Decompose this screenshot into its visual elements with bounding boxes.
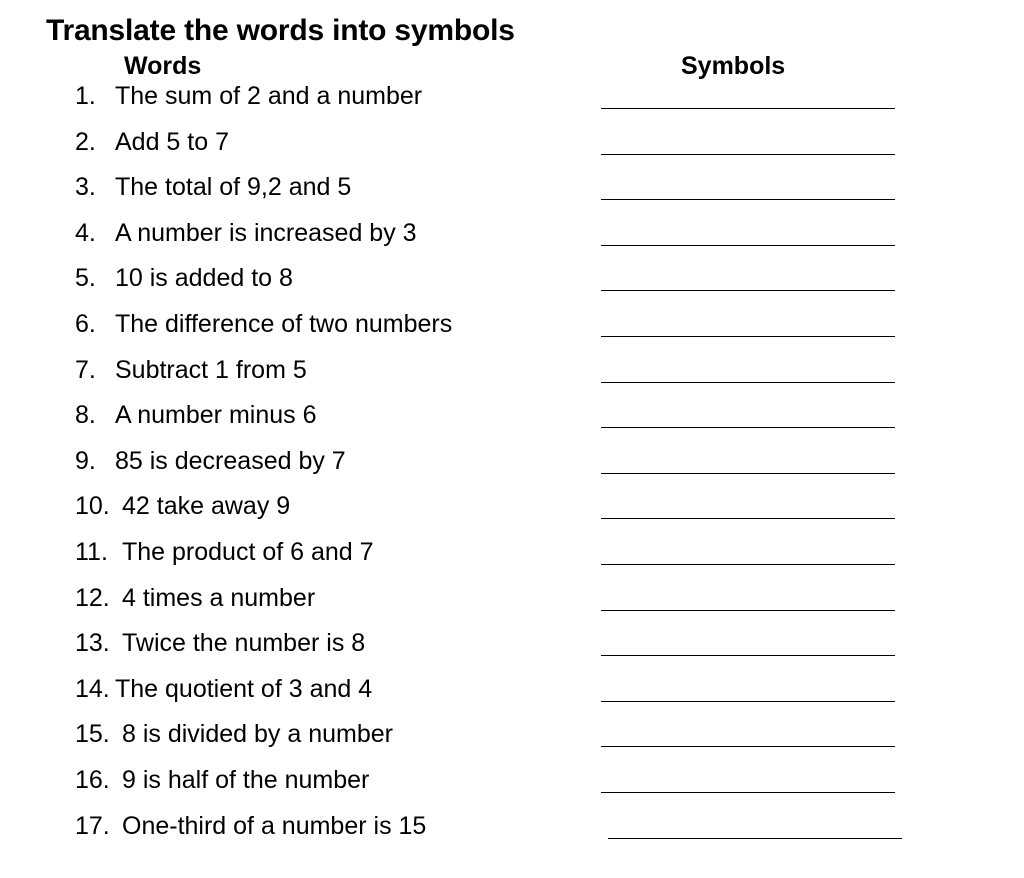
answer-blank-line[interactable] — [601, 701, 895, 702]
question-item — [0, 172, 1024, 218]
question-item — [0, 309, 1024, 355]
question-number: 10. — [75, 492, 110, 521]
question-text: 10 is added to 8 — [115, 264, 293, 293]
question-text: One-third of a number is 15 — [122, 811, 427, 840]
question-number: 16. — [75, 765, 110, 794]
question-item — [0, 674, 1024, 720]
question-item — [0, 263, 1024, 309]
question-item — [0, 628, 1024, 674]
question-item — [0, 127, 1024, 173]
answer-blank-line[interactable] — [601, 564, 895, 565]
answer-blank-line[interactable] — [601, 290, 895, 291]
question-text: The product of 6 and 7 — [122, 537, 374, 566]
question-text: 4 times a number — [122, 583, 316, 612]
question-item — [0, 537, 1024, 583]
question-list — [0, 81, 1024, 856]
question-number: 9. — [75, 446, 96, 475]
worksheet-title: Translate the words into symbols — [46, 14, 515, 47]
question-text: A number is increased by 3 — [115, 218, 417, 247]
question-item — [0, 218, 1024, 264]
answer-blank-line[interactable] — [601, 610, 895, 611]
answer-blank-line[interactable] — [601, 473, 895, 474]
question-item — [0, 765, 1024, 811]
question-number: 11. — [75, 537, 108, 566]
question-number: 17. — [75, 811, 110, 840]
question-text: Subtract 1 from 5 — [115, 355, 307, 384]
symbols-column-header: Symbols — [681, 52, 786, 80]
answer-blank-line[interactable] — [601, 245, 895, 246]
question-number: 5. — [75, 264, 96, 293]
question-number: 3. — [75, 173, 96, 202]
answer-blank-line[interactable] — [601, 382, 895, 383]
question-number: 13. — [75, 629, 110, 658]
question-item — [0, 81, 1024, 127]
answer-blank-line[interactable] — [601, 792, 895, 793]
words-column-header: Words — [124, 52, 202, 80]
answer-blank-line[interactable] — [601, 655, 895, 656]
question-number: 4. — [75, 218, 96, 247]
question-number: 8. — [75, 401, 96, 430]
question-text: The quotient of 3 and 4 — [115, 674, 373, 703]
question-text: 85 is decreased by 7 — [115, 446, 346, 475]
question-number: 14. — [75, 674, 110, 703]
answer-blank-line[interactable] — [601, 108, 895, 109]
answer-blank-line[interactable] — [608, 838, 902, 839]
answer-blank-line[interactable] — [601, 518, 895, 519]
question-text: The total of 9,2 and 5 — [115, 173, 352, 202]
question-number: 7. — [75, 355, 96, 384]
question-item — [0, 583, 1024, 629]
question-text: Add 5 to 7 — [115, 127, 229, 156]
question-number: 12. — [75, 583, 110, 612]
question-item — [0, 355, 1024, 401]
answer-blank-line[interactable] — [601, 746, 895, 747]
question-text: 8 is divided by a number — [122, 720, 393, 749]
question-item — [0, 400, 1024, 446]
question-text: The sum of 2 and a number — [115, 82, 423, 110]
question-text: A number minus 6 — [115, 401, 317, 430]
question-number: 15. — [75, 720, 110, 749]
question-item — [0, 719, 1024, 765]
answer-blank-line[interactable] — [601, 154, 895, 155]
answer-blank-line[interactable] — [601, 336, 895, 337]
question-text: 42 take away 9 — [122, 492, 291, 521]
question-item — [0, 811, 1024, 857]
answer-blank-line[interactable] — [601, 199, 895, 200]
question-number: 1. — [75, 82, 96, 110]
question-text: Twice the number is 8 — [122, 629, 366, 658]
question-item — [0, 491, 1024, 537]
question-item — [0, 446, 1024, 492]
question-text: The difference of two numbers — [115, 309, 453, 338]
question-text: 9 is half of the number — [122, 765, 370, 794]
question-number: 6. — [75, 309, 96, 338]
answer-blank-line[interactable] — [601, 427, 895, 428]
question-number: 2. — [75, 127, 96, 156]
